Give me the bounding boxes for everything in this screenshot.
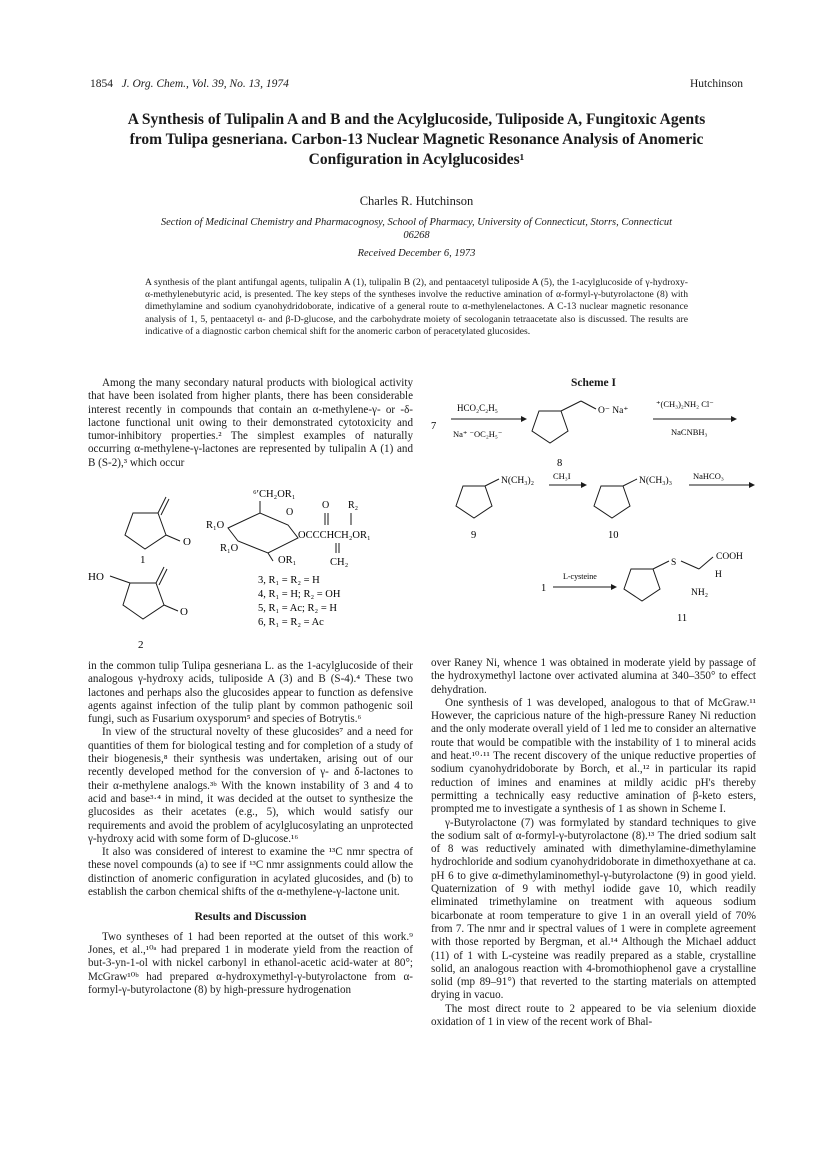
structures-figure bbox=[88, 483, 413, 658]
paragraph-two-syntheses: Two syntheses of 1 had been reported at the outset of this work.⁹ Jones, et al.,¹⁰ᵃ had prepared 1 in moderate yield from the reaction of but-3-yn-1-ol with nickel carbonyl in ethanol-acetic acid-water at 80°; McGraw¹⁰ᵇ had prepared α-hydroxymethyl-γ-butyrolactone from α-formyl-γ-butyrolactone (8) by high-pressure hydrogenation bbox=[88, 930, 413, 996]
abstract: A synthesis of the plant antifungal agents, tulipalin A (1), tulipalin B (2), and pentaacetyl tuliposide A (5), the 1-acylglucoside of γ-hydroxy-α-methylenebutyric acid, is presented. The key steps of the syntheses involve the reductive amination of α-formyl-γ-butyrolactone (8) with dimethylamine and sodium cyanohydridoborate, indicative of a general route to α-methylenelactones. A C-13 nuclear magnetic resonance analysis of 1, 5, pentaacetyl α- and β-D-glucose, and the carbohydrate moiety of secologanin tetraacetate also is discussed. The results are indicative of a diagnostic carbon chemical shift for the anomeric carbon of peracetylated glucosides. bbox=[145, 277, 688, 337]
scheme-drawing bbox=[431, 391, 756, 661]
reagent-dimethylammonium: ⁺(CH₃)₂NH₂ Cl⁻ bbox=[656, 399, 714, 409]
trimethylammonium-label: N(CH₃)₃ bbox=[639, 476, 673, 486]
right-column-body bbox=[431, 657, 756, 1029]
paragraph-selenium: The most direct route to 2 appeared to be via selenium dioxide oxidation of 1 in view of the recent work of Bhal- bbox=[431, 1002, 756, 1029]
ch2or1-label: ⁶′CH₂OR₁ bbox=[253, 489, 296, 500]
ring-o-label: O bbox=[286, 507, 294, 518]
reagent-cyanoborohydride: NaCNBH₃ bbox=[671, 427, 708, 437]
structure-drawing bbox=[88, 483, 413, 658]
or1-label: OR₁ bbox=[278, 555, 297, 566]
scheme-figure bbox=[431, 377, 756, 657]
compound-8-label: 8 bbox=[557, 458, 563, 469]
thioether-s-label: S bbox=[671, 558, 677, 568]
compound-11-label: 11 bbox=[677, 613, 688, 624]
reagent-cysteine: L-cysteine bbox=[563, 572, 597, 581]
carbonyl-o: O bbox=[183, 536, 191, 548]
reagent-formate: HCO₂C₂H₅ bbox=[457, 403, 498, 413]
compound-6-label: 6, R₁ = R₂ = Ac bbox=[258, 617, 324, 628]
compound-4-label: 4, R₁ = H; R₂ = OH bbox=[258, 589, 341, 600]
article-title: A Synthesis of Tulipalin A and B and the Acylglucoside, Tuliposide A, Fungitoxic Agents from Tulipa gesneriana. Carbon-13 Nuclear Magnetic Resonance Analysis of Anomeric Configuration in Acylglucosides¹ bbox=[127, 111, 706, 168]
section-heading: Results and Discussion bbox=[194, 911, 307, 924]
compound-2-label: 2 bbox=[138, 639, 144, 651]
compound-1-scheme-label: 1 bbox=[541, 583, 547, 594]
paragraph-butyrolactone: γ-Butyrolactone (7) was formylated by standard techniques to give the sodium salt of α-formyl-γ-butyrolactone (8).¹³ The dried sodium salt of 8 was reductively aminated with dimethylamine-dimethylamine hydrochloride and sodium cyanohydridoborate in dimethoxyethane at ca. pH 6 to give α-dimethylaminomethyl-γ-butyrolactone (9) in good yield. Quaternization of 9 with methyl iodide gave 10, which readily eliminated trimethylamine on treatment with aqueous sodium bicarbonate at room temperature to give 1 in an overall yield of 70% from 7. The nmr and ir spectral values of 1 were in complete agreement with those reported by Bergman, et al.¹⁴ Although the Michael adduct (11) of 1 with L-cysteine was readily prepared as a stable, crystalline solid, an analogous reaction with 4-bromothiophenol gave a crystalline solid (mp 89–91°) that reverted to the starting materials on attempted drying in vacuo. bbox=[431, 816, 756, 1002]
carbonyl-o-2: O bbox=[180, 606, 188, 618]
enolate-label: O⁻ Na⁺ bbox=[598, 406, 629, 416]
compound-9-label: 9 bbox=[471, 530, 477, 541]
intro-paragraph: Among the many secondary natural products with biological activity that have been isolated from higher plants, there has been considerable interest recently in compounds that contain an α-methylene-γ- or -δ-lactone functional unit owing to their demonstrated cytotoxicity and tumor-inhibitory properties.² The simplest examples of naturally occurring α-methylene-γ-lactones are represented by tulipalin A (1) and B (S-2),³ which occur bbox=[88, 377, 413, 469]
dimethylamino-label: N(CH₃)₂ bbox=[501, 476, 535, 486]
paragraph-tulip: in the common tulip Tulipa gesneriana L. as the 1-acylglucoside of their analogous γ-hydroxy acids, tuliposide A (3) and B (S-4).⁴ These two lactones and perhaps also the glucosides appear to function as defensive agents against infection of the tulip plant by common pathogenic soil fungi, such as Fusarium oxysporum⁵ and species of Botrytis.⁶ bbox=[88, 660, 413, 726]
carboxyl-label: COOH bbox=[716, 552, 743, 562]
paragraph-raney: over Raney Ni, whence 1 was obtained in moderate yield by passage of the hydroxymethyl lactone over activated alumina at 340–350° to effect dehydration. bbox=[431, 657, 756, 696]
hydroxy-label: HO bbox=[88, 571, 104, 583]
amino-label: NH₂ bbox=[691, 588, 709, 598]
affiliation: Section of Medicinal Chemistry and Pharmacognosy, School of Pharmacy, University of Connecticut, Storrs, Connecticut 06268 bbox=[160, 217, 673, 241]
compound-2-structure bbox=[88, 567, 188, 651]
compound-7-label: 7 bbox=[431, 421, 437, 432]
received-date: Received December 6, 1973 bbox=[357, 248, 476, 259]
reagent-methyl-iodide: CH₃I bbox=[553, 471, 571, 481]
compound-1-structure bbox=[125, 497, 191, 566]
compound-3-label: 3, R₁ = R₂ = H bbox=[258, 575, 320, 586]
reagent-ethoxide: Na⁺ ⁻OC₂H₅⁻ bbox=[453, 429, 503, 439]
scheme-title: Scheme I bbox=[570, 377, 617, 389]
page-number: 1854 bbox=[90, 78, 113, 90]
reagent-bicarbonate: NaHCO₃ bbox=[693, 471, 724, 481]
left-column-body bbox=[88, 660, 413, 997]
r2-label: R₂ bbox=[348, 500, 359, 511]
paragraph-mcgraw: One synthesis of 1 was developed, analogous to that of McGraw.¹¹ However, the capricious nature of the high-pressure Raney Ni reduction and the only moderate overall yield of 1 led me to consider an alternative route that would be compatible with the instability of 1 to mineral acids and heat.¹⁰·¹¹ The recent discovery of the unique reductive properties of sodium cyanohydridoborate by Borch, et al.,¹² in particular its rapid reduction of imines and enamines at mildly acidic pH's thereby permitting a technically easy reductive amination of β-keto esters, prompted me to investigate a synthesis of 1 as shown in Scheme I. bbox=[431, 696, 756, 816]
paragraph-structural-novelty: In view of the structural novelty of these glucosides⁷ and a need for quantities of them for biological testing and for completion of a study of their biogenesis,⁸ their synthesis was undertaken, arising out of our recently developed method for the conversion of γ- and δ-lactones to their α-methylene analogs.³ᵇ With the known instability of 3 and 4 to acid and base³·⁴ in mind, it was decided at the outset to synthesize the glucosides as their acetates (e.g., 5), which would satisfy our requirements and avoid the problem of acylglucosylating an unprotected γ-hydroxy acid with some form of D-glucose.¹⁶ bbox=[88, 726, 413, 845]
journal-citation: J. Org. Chem., Vol. 39, No. 13, 1974 bbox=[121, 78, 289, 90]
r1o-label-b: R₁O bbox=[220, 543, 239, 554]
compound-5-label: 5, R₁ = Ac; R₂ = H bbox=[258, 603, 337, 614]
left-column-intro bbox=[88, 377, 413, 470]
ester-chain-label: OCCCHCH₂OR₁ bbox=[298, 530, 371, 541]
ester-o-label: O bbox=[322, 500, 330, 511]
glucoside-structure bbox=[206, 489, 371, 628]
stereo-h-label: H bbox=[715, 570, 722, 580]
author-name: Charles R. Hutchinson bbox=[359, 194, 474, 208]
ch2-label: CH₂ bbox=[330, 557, 349, 568]
paragraph-c13-nmr: It also was considered of interest to examine the ¹³C nmr spectra of these novel compounds (a) to see if ¹³C nmr assignments could allow the distinction of anomeric configuration in acylated glucosides, and (b) to establish the carbon chemical shifts of the α-methylene-γ-lactone unit. bbox=[88, 846, 413, 899]
running-author: Hutchinson bbox=[689, 78, 743, 90]
r1o-label-a: R₁O bbox=[206, 520, 225, 531]
compound-1-label: 1 bbox=[140, 554, 146, 566]
compound-10-label: 10 bbox=[608, 530, 619, 541]
